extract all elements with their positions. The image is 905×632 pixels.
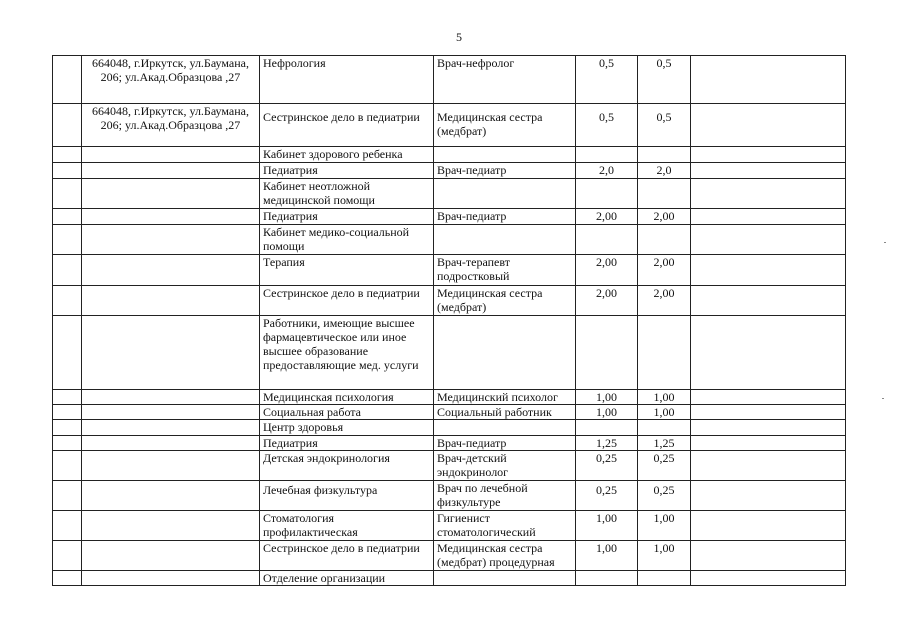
address-cell	[82, 147, 260, 163]
row-marker-cell	[53, 209, 82, 225]
rate-cell: 1,25	[638, 436, 691, 451]
position-cell: Врач-педиатр	[434, 436, 576, 451]
address-cell	[82, 316, 260, 390]
row-marker-cell	[53, 420, 82, 436]
position-cell: Медицинский психолог	[434, 390, 576, 405]
table-row	[53, 571, 846, 586]
address-cell	[82, 481, 260, 511]
rate-cell	[576, 225, 638, 255]
position-cell: Врач-педиатр	[434, 209, 576, 225]
rate-cell: 2,0	[638, 163, 691, 179]
specialty-cell: Кабинет неотложной медицинской помощи	[260, 179, 434, 209]
rate-cell: 2,00	[576, 286, 638, 316]
table-row	[53, 436, 846, 451]
extra-cell	[691, 225, 846, 255]
position-cell: Социальный работник	[434, 405, 576, 420]
table-row	[53, 316, 846, 390]
specialty-cell: Педиатрия	[260, 436, 434, 451]
extra-cell	[691, 481, 846, 511]
specialty-cell: Терапия	[260, 255, 434, 286]
position-cell: Врач-педиатр	[434, 163, 576, 179]
rate-cell: 1,00	[576, 511, 638, 541]
position-cell: Медицинская сестра (медбрат)	[434, 104, 576, 147]
rate-cell: 2,00	[638, 209, 691, 225]
position-cell	[434, 571, 576, 586]
position-cell	[434, 179, 576, 209]
table-row	[53, 286, 846, 316]
address-cell	[82, 420, 260, 436]
row-marker-cell	[53, 163, 82, 179]
rate-cell	[638, 179, 691, 209]
position-cell	[434, 147, 576, 163]
row-marker-cell	[53, 56, 82, 104]
scan-speck	[882, 398, 884, 399]
extra-cell	[691, 286, 846, 316]
extra-cell	[691, 104, 846, 147]
row-marker-cell	[53, 390, 82, 405]
table-row	[53, 451, 846, 481]
rate-cell: 1,00	[638, 511, 691, 541]
table-row	[53, 511, 846, 541]
scan-speck	[884, 242, 886, 243]
rate-cell	[576, 571, 638, 586]
row-marker-cell	[53, 225, 82, 255]
address-cell	[82, 390, 260, 405]
address-cell	[82, 286, 260, 316]
row-marker-cell	[53, 481, 82, 511]
row-marker-cell	[53, 511, 82, 541]
rate-cell: 0,5	[576, 104, 638, 147]
row-marker-cell	[53, 104, 82, 147]
address-cell	[82, 541, 260, 571]
extra-cell	[691, 163, 846, 179]
address-cell	[82, 451, 260, 481]
rate-cell: 1,00	[576, 541, 638, 571]
rate-cell: 2,00	[638, 255, 691, 286]
position-cell: Гигиенист стоматологический	[434, 511, 576, 541]
rate-cell: 1,25	[576, 436, 638, 451]
table-row	[53, 541, 846, 571]
rate-cell: 2,00	[576, 209, 638, 225]
position-cell: Медицинская сестра (медбрат) процедурная	[434, 541, 576, 571]
rate-cell	[576, 420, 638, 436]
extra-cell	[691, 390, 846, 405]
table-row	[53, 405, 846, 420]
position-cell	[434, 316, 576, 390]
extra-cell	[691, 451, 846, 481]
specialty-cell: Педиатрия	[260, 163, 434, 179]
specialty-cell: Кабинет медико-социальной помощи	[260, 225, 434, 255]
specialty-cell: Сестринское дело в педиатрии	[260, 286, 434, 316]
table-row	[53, 481, 846, 511]
rate-cell	[638, 571, 691, 586]
extra-cell	[691, 255, 846, 286]
address-cell	[82, 179, 260, 209]
rate-cell: 0,25	[638, 481, 691, 511]
address-cell	[82, 405, 260, 420]
staffing-table	[52, 55, 846, 586]
row-marker-cell	[53, 255, 82, 286]
extra-cell	[691, 179, 846, 209]
rate-cell: 0,25	[638, 451, 691, 481]
row-marker-cell	[53, 405, 82, 420]
rate-cell: 2,0	[576, 163, 638, 179]
specialty-cell: Отделение организации	[260, 571, 434, 586]
rate-cell: 1,00	[638, 541, 691, 571]
table-row	[53, 179, 846, 209]
rate-cell: 0,25	[576, 481, 638, 511]
extra-cell	[691, 420, 846, 436]
extra-cell	[691, 436, 846, 451]
row-marker-cell	[53, 436, 82, 451]
row-marker-cell	[53, 179, 82, 209]
extra-cell	[691, 147, 846, 163]
row-marker-cell	[53, 571, 82, 586]
rate-cell: 0,25	[576, 451, 638, 481]
specialty-cell: Работники, имеющие высшее фармацевтическое или иное высшее образование предоставляющие мед. услуги	[260, 316, 434, 390]
position-cell: Врач-детский эндокринолог	[434, 451, 576, 481]
rate-cell: 0,5	[638, 56, 691, 104]
position-cell: Медицинская сестра (медбрат)	[434, 286, 576, 316]
specialty-cell: Медицинская психология	[260, 390, 434, 405]
rate-cell: 1,00	[576, 405, 638, 420]
specialty-cell: Центр здоровья	[260, 420, 434, 436]
specialty-cell: Нефрология	[260, 56, 434, 104]
extra-cell	[691, 316, 846, 390]
specialty-cell: Социальная работа	[260, 405, 434, 420]
rate-cell	[576, 179, 638, 209]
extra-cell	[691, 541, 846, 571]
rate-cell	[638, 316, 691, 390]
table-row	[53, 104, 846, 147]
row-marker-cell	[53, 316, 82, 390]
table-row	[53, 147, 846, 163]
address-cell	[82, 209, 260, 225]
rate-cell: 1,00	[576, 390, 638, 405]
row-marker-cell	[53, 451, 82, 481]
position-cell	[434, 225, 576, 255]
position-cell: Врач-терапевт подростковый	[434, 255, 576, 286]
specialty-cell: Сестринское дело в педиатрии	[260, 104, 434, 147]
position-cell: Врач по лечебной физкультуре	[434, 481, 576, 511]
rate-cell: 1,00	[638, 390, 691, 405]
address-cell	[82, 225, 260, 255]
rate-cell: 2,00	[638, 286, 691, 316]
table-row	[53, 209, 846, 225]
address-cell	[82, 163, 260, 179]
rate-cell	[576, 316, 638, 390]
specialty-cell: Сестринское дело в педиатрии	[260, 541, 434, 571]
specialty-cell: Лечебная физкультура	[260, 481, 434, 511]
row-marker-cell	[53, 147, 82, 163]
position-cell: Врач-нефролог	[434, 56, 576, 104]
rate-cell: 2,00	[576, 255, 638, 286]
extra-cell	[691, 511, 846, 541]
page-number: 5	[456, 30, 462, 44]
table-row	[53, 420, 846, 436]
row-marker-cell	[53, 541, 82, 571]
address-cell	[82, 255, 260, 286]
rate-cell	[638, 147, 691, 163]
rate-cell: 0,5	[638, 104, 691, 147]
rate-cell: 0,5	[576, 56, 638, 104]
rate-cell	[638, 225, 691, 255]
specialty-cell: Стоматология профилактическая	[260, 511, 434, 541]
specialty-cell: Педиатрия	[260, 209, 434, 225]
row-marker-cell	[53, 286, 82, 316]
table-row	[53, 56, 846, 104]
rate-cell	[576, 147, 638, 163]
address-cell	[82, 436, 260, 451]
address-cell: 664048, г.Иркутск, ул.Баумана, 206; ул.Акад.Образцова ,27	[82, 56, 260, 104]
position-cell	[434, 420, 576, 436]
extra-cell	[691, 571, 846, 586]
rate-cell: 1,00	[638, 405, 691, 420]
specialty-cell: Кабинет здорового ребенка	[260, 147, 434, 163]
extra-cell	[691, 209, 846, 225]
address-cell: 664048, г.Иркутск, ул.Баумана, 206; ул.Акад.Образцова ,27	[82, 104, 260, 147]
address-cell	[82, 511, 260, 541]
table-row	[53, 390, 846, 405]
extra-cell	[691, 56, 846, 104]
specialty-cell: Детская эндокринология	[260, 451, 434, 481]
table-row	[53, 163, 846, 179]
rate-cell	[638, 420, 691, 436]
extra-cell	[691, 405, 846, 420]
table-row	[53, 225, 846, 255]
address-cell	[82, 571, 260, 586]
table-row	[53, 255, 846, 286]
